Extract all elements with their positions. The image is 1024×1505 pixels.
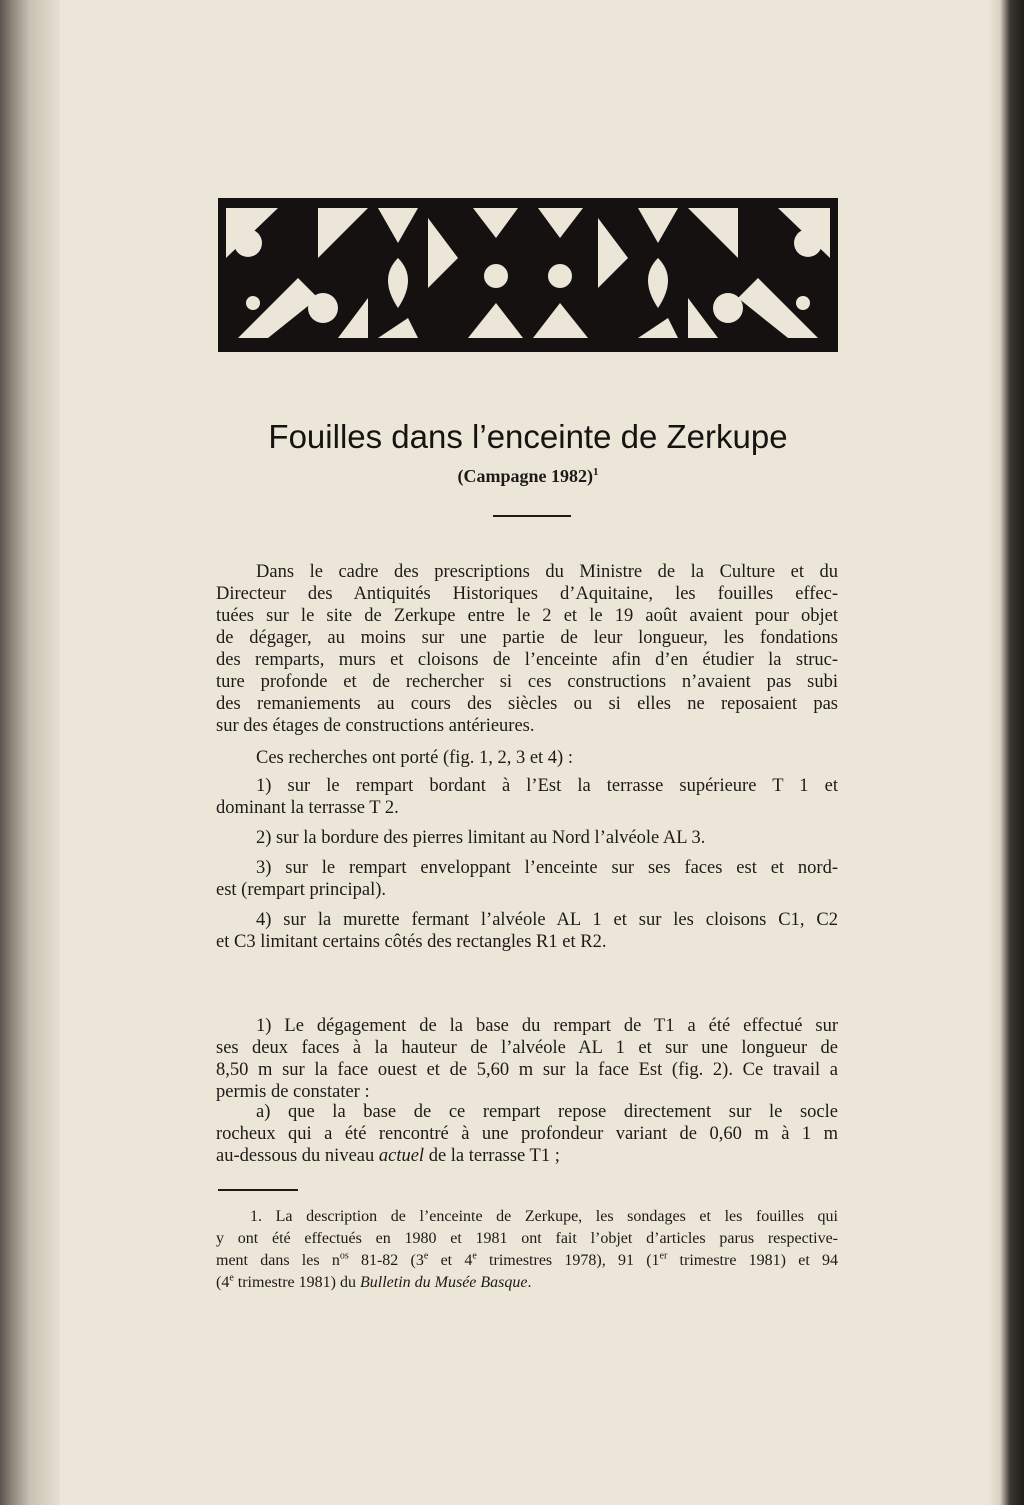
list-item-line: dominant la terrasse T 2.: [216, 798, 399, 818]
section-line: 1) Le dégagement de la base du rempart de T1 a été effectué sur: [256, 1016, 838, 1036]
intro-line: des remaniements au cours des siècles ou si elles ne reposaient pas: [216, 694, 838, 714]
footnote-rule: [218, 1189, 298, 1191]
intro-line: ture profonde et de rechercher si ces constructions n’avaient pas subi: [216, 672, 838, 692]
section-line: permis de constater :: [216, 1082, 370, 1102]
text: .: [527, 1274, 532, 1291]
footnote-ref: 1: [593, 466, 599, 478]
list-item-line: 3) sur le rempart enveloppant l’enceinte sur ses faces est et nord-: [256, 858, 838, 878]
article-subtitle: [0, 466, 1024, 487]
footnote-line: [216, 1272, 838, 1294]
italic-text: actuel: [378, 1146, 425, 1166]
text: et 4: [428, 1252, 473, 1269]
list-item-line: 4) sur la murette fermant l’alvéole AL 1 et sur les cloisons C1, C2: [256, 910, 838, 930]
text: au-dessous du niveau: [216, 1146, 379, 1166]
book-gutter: [0, 0, 60, 1505]
italic-text: Bulletin du Musée Basque: [359, 1274, 528, 1291]
page-edge: [988, 0, 1024, 1505]
sup: e: [472, 1250, 477, 1262]
intro-line: de dégager, au moins sur une partie de leur longueur, les fondations: [216, 628, 838, 648]
text: (4: [216, 1274, 230, 1291]
sup: e: [229, 1272, 234, 1284]
text: trimestre 1981) et 94: [667, 1252, 839, 1269]
decorative-ornament-band: [218, 198, 838, 352]
footnote-line: [216, 1250, 838, 1272]
sup: er: [659, 1250, 668, 1262]
section-line: 8,50 m sur la face ouest et de 5,60 m sur la face Est (fig. 2). Ce travail a: [216, 1060, 838, 1080]
list-item-line: 2) sur la bordure des pierres limitant au Nord l’alvéole AL 3.: [256, 828, 706, 848]
title-rule: [493, 515, 571, 517]
list-item-line: est (rempart principal).: [216, 880, 387, 900]
text: de la terrasse T1 ;: [424, 1146, 560, 1166]
footnote-line: y ont été effectués en 1980 et 1981 ont fait l’objet d’articles parus respective-: [216, 1230, 838, 1247]
intro-line: sur des étages de constructions antérieures.: [216, 716, 535, 736]
text: ment dans les n: [216, 1252, 340, 1269]
point-a-line: rocheux qui a été rencontré à une profondeur variant de 0,60 m à 1 m: [216, 1124, 838, 1144]
list-item-line: 1) sur le rempart bordant à l’Est la terrasse supérieure T 1 et: [256, 776, 838, 796]
text: trimestres 1978), 91 (1: [476, 1252, 660, 1269]
list-item-line: et C3 limitant certains côtés des rectangles R1 et R2.: [216, 932, 607, 952]
intro-line: Dans le cadre des prescriptions du Ministre de la Culture et du: [256, 562, 838, 582]
point-a-line: [216, 1145, 838, 1167]
point-a-line: a) que la base de ce rempart repose directement sur le socle: [256, 1102, 838, 1122]
list-intro: Ces recherches ont porté (fig. 1, 2, 3 et 4) :: [256, 748, 573, 768]
sup: os: [339, 1250, 349, 1262]
text: 81-82 (3: [348, 1252, 424, 1269]
article-title: Fouilles dans l’enceinte de Zerkupe: [268, 418, 788, 455]
intro-line: Directeur des Antiquités Historiques d’Aquitaine, les fouilles effec-: [216, 584, 838, 604]
section-line: ses deux faces à la hauteur de l’alvéole AL 1 et sur une longueur de: [216, 1038, 838, 1058]
sup: e: [423, 1250, 429, 1262]
intro-line: tuées sur le site de Zerkupe entre le 2 et le 19 août avaient pour objet: [216, 606, 838, 626]
subtitle-text: (Campagne 1982): [457, 466, 593, 486]
intro-line: des remparts, murs et cloisons de l’enceinte afin d’en étudier la struc-: [216, 650, 838, 670]
text: trimestre 1981) du: [233, 1274, 360, 1291]
footnote-line: 1. La description de l’enceinte de Zerkupe, les sondages et les fouilles qui: [250, 1208, 838, 1225]
